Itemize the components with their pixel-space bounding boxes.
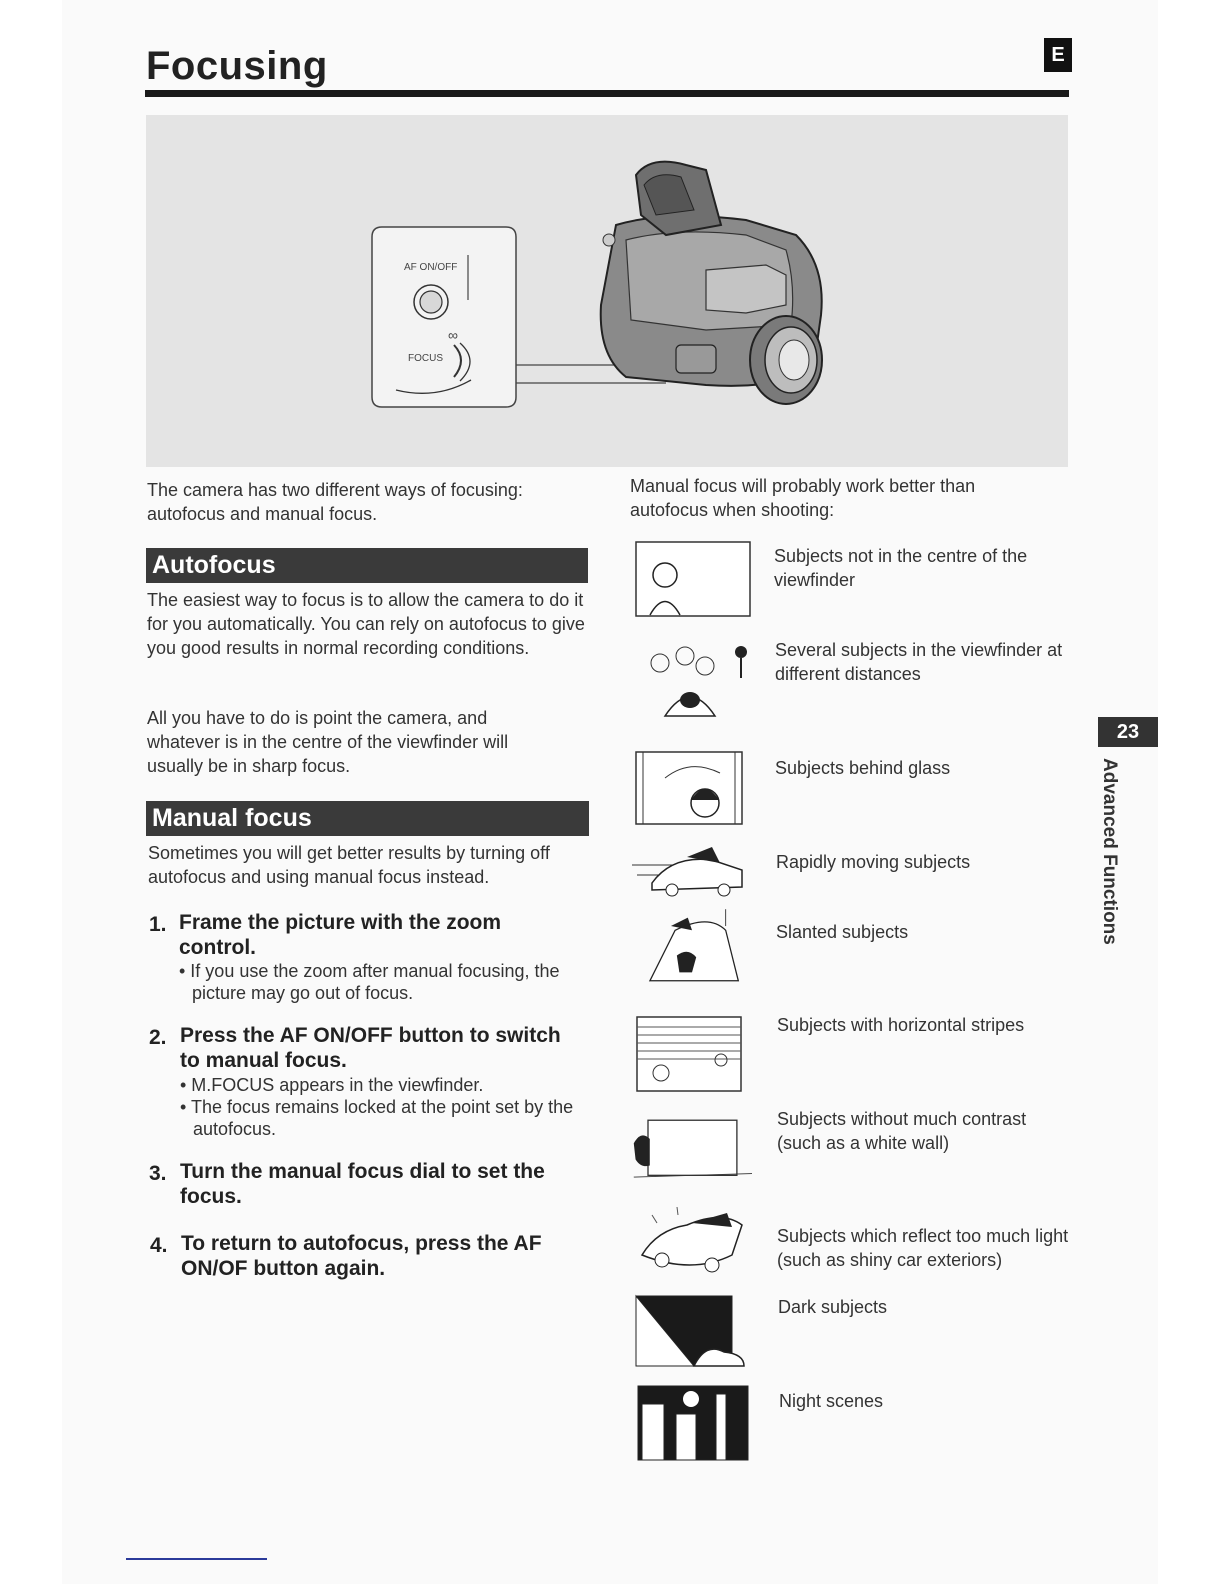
step-number: 1. (149, 913, 167, 936)
step-heading: Press the AF ON/OFF button to switch to manual focus. (180, 1024, 561, 1072)
moving-car-icon (632, 835, 752, 915)
autofocus-para-2: All you have to do is point the camera, and whatever is in the centre of the viewfinder will usually be in sharp focus. (147, 708, 509, 776)
condition-item: Rapidly moving subjects (776, 852, 971, 872)
autofocus-heading: Autofocus (146, 548, 588, 583)
step-number: 2. (149, 1026, 167, 1049)
right-intro-text: Manual focus will probably work better than autofocus when shooting: (630, 476, 976, 520)
intro-text: The camera has two different ways of focusing: autofocus and manual focus. (147, 480, 523, 524)
page-number-badge: 23 (1098, 717, 1158, 747)
slanted-ship-icon (632, 905, 752, 985)
autofocus-para-1: The easiest way to focus is to allow the camera to do it for you automatically. You can rely on autofocus to give you good results in normal recording conditions. (147, 590, 585, 658)
condition-item: Subjects not in the centre of the viewfinder (774, 546, 1028, 590)
condition-item: Subjects behind glass (775, 758, 951, 778)
condition-item: Slanted subjects (776, 922, 909, 942)
step-heading: Turn the manual focus dial to set the focus. (180, 1160, 545, 1208)
shiny-car-icon (632, 1205, 752, 1285)
camera-illustration (146, 115, 1068, 467)
manual-focus-para: Sometimes you will get better results by turning off autofocus and using manual focus instead. (148, 843, 550, 887)
infinity-symbol: ∞ (448, 327, 458, 343)
dark-subject-icon (634, 1292, 754, 1372)
condition-item: Subjects without much contrast (such as a white wall) (777, 1109, 1027, 1153)
off-centre-subject-icon (635, 540, 755, 620)
condition-item: Several subjects in the viewfinder at different distances (775, 640, 1063, 684)
section-side-label-text: Advanced Functions (1099, 758, 1120, 945)
step-bullet: • M.FOCUS appears in the viewfinder. (180, 1075, 484, 1095)
focus-dial-label: FOCUS (408, 353, 443, 364)
step-number: 4. (150, 1234, 168, 1257)
step-heading: To return to autofocus, press the AF ON/OF button again. (181, 1232, 542, 1280)
multiple-subjects-icon (635, 638, 755, 718)
section-side-label (1092, 758, 1122, 958)
behind-glass-icon (635, 748, 755, 828)
title-rule (145, 90, 1069, 97)
horizontal-stripes-icon (636, 1015, 756, 1095)
condition-item: Dark subjects (778, 1297, 888, 1317)
low-contrast-wall-icon (632, 1110, 752, 1190)
manual-focus-heading: Manual focus (146, 801, 589, 836)
footer-line (126, 1558, 267, 1560)
camcorder-drawing (146, 115, 1068, 467)
step-heading: Frame the picture with the zoom control. (179, 911, 502, 959)
condition-item: Subjects which reflect too much light (such as shiny car exteriors) (777, 1226, 1069, 1270)
night-scene-icon (636, 1384, 756, 1464)
step-number: 3. (149, 1162, 167, 1185)
page-title: Focusing (146, 44, 328, 88)
step-bullet: • The focus remains locked at the point set by the autofocus. (180, 1097, 574, 1139)
condition-item: Subjects with horizontal stripes (777, 1015, 1025, 1035)
step-bullet: • If you use the zoom after manual focusing, the picture may go out of focus. (179, 961, 560, 1003)
language-badge: E (1044, 38, 1072, 72)
af-onoff-label: AF ON/OFF (404, 262, 458, 273)
condition-item: Night scenes (779, 1391, 884, 1411)
